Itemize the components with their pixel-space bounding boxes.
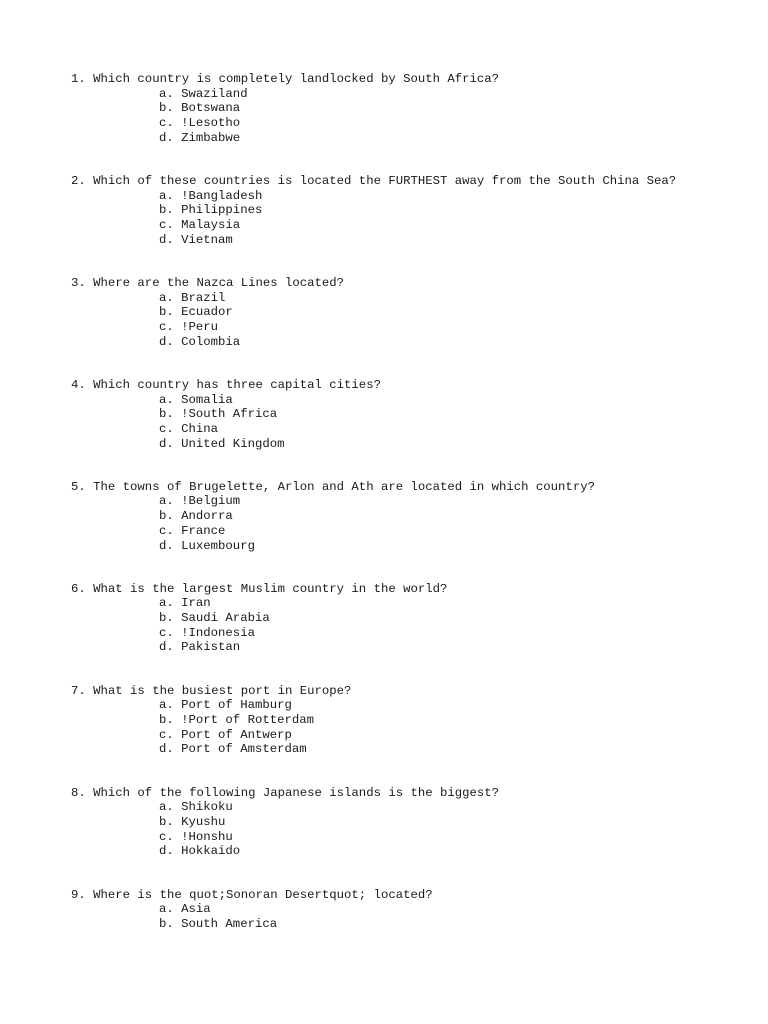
answer-option (71, 640, 751, 655)
answer-option (71, 713, 751, 728)
answer-option (71, 539, 751, 554)
option-text: Swaziland (181, 86, 248, 101)
answer-option (71, 524, 751, 539)
option-letter: b. (159, 713, 174, 727)
question-number: 9. (71, 887, 86, 902)
answer-option (71, 437, 751, 452)
question-line (71, 786, 751, 801)
option-text: Zimbabwe (181, 130, 241, 145)
question-text: Which country is completely landlocked by South Africa? (93, 72, 500, 86)
question-number: 1. (71, 72, 86, 86)
option-text: Asia (181, 902, 211, 917)
option-letter: c. (159, 319, 174, 334)
option-letter: d. (159, 436, 174, 451)
option-letter: c. (159, 218, 174, 232)
option-text: France (181, 523, 226, 538)
question-block (71, 276, 751, 349)
option-letter: c. (159, 523, 174, 538)
question-text: What is the largest Muslim country in the world? (93, 581, 448, 596)
option-letter: d. (159, 742, 174, 757)
answer-option (71, 233, 751, 248)
question-line (71, 72, 751, 87)
option-letter: b. (159, 509, 174, 524)
option-letter: c. (159, 829, 174, 844)
option-text: Port of Antwerp (181, 727, 292, 742)
answer-option (71, 305, 751, 320)
question-line (71, 582, 751, 597)
option-text: Vietnam (181, 232, 233, 247)
answer-option (71, 116, 751, 131)
answer-option (71, 335, 751, 350)
question-line (71, 174, 751, 189)
option-text: Colombia (181, 334, 241, 349)
answer-option (71, 218, 751, 233)
option-letter: d. (159, 334, 174, 349)
option-text: !Bangladesh (181, 188, 263, 203)
option-text: Port of Amsterdam (181, 742, 307, 757)
answer-option (71, 494, 751, 509)
option-text: Saudi Arabia (181, 611, 270, 626)
answer-option (71, 611, 751, 626)
option-text: Malaysia (181, 218, 241, 232)
option-text: Port of Hamburg (181, 698, 292, 713)
question-number: 5. (71, 479, 86, 494)
question-number: 6. (71, 581, 86, 596)
answer-option (71, 189, 751, 204)
option-text: China (181, 421, 219, 436)
option-letter: c. (159, 625, 174, 640)
option-letter: c. (159, 116, 174, 131)
question-block (71, 786, 751, 859)
answer-option (71, 393, 751, 408)
answer-option (71, 742, 751, 757)
option-letter: d. (159, 130, 174, 145)
question-block (71, 72, 751, 145)
option-letter: b. (159, 611, 174, 626)
answer-option (71, 596, 751, 611)
option-text: South America (181, 916, 278, 931)
option-text: Iran (181, 596, 211, 611)
question-block (71, 174, 751, 247)
answer-option (71, 320, 751, 335)
question-line (71, 888, 751, 903)
option-text: Ecuador (181, 305, 233, 320)
option-letter: a. (159, 188, 174, 203)
question-text: Where is the quot;Sonoran Desertquot; located? (93, 887, 433, 902)
option-text: Hokkaido (181, 844, 241, 859)
option-text: Kyushu (181, 814, 226, 829)
answer-option (71, 626, 751, 641)
answer-option (71, 509, 751, 524)
option-text: !Indonesia (181, 625, 255, 640)
option-letter: b. (159, 305, 174, 320)
question-block (71, 582, 751, 655)
question-number: 8. (71, 785, 86, 800)
option-letter: a. (159, 596, 174, 611)
answer-option (71, 815, 751, 830)
question-block (71, 378, 751, 451)
option-text: !South Africa (181, 407, 278, 422)
option-text: Philippines (181, 203, 263, 218)
option-text: Botswana (181, 101, 241, 116)
answer-option (71, 917, 751, 932)
option-text: United Kingdom (181, 436, 285, 451)
question-number: 4. (71, 377, 86, 392)
option-text: Brazil (181, 290, 226, 305)
option-text: !Peru (181, 319, 219, 334)
option-letter: a. (159, 800, 174, 815)
option-letter: b. (159, 814, 174, 829)
option-letter: c. (159, 421, 174, 436)
answer-option (71, 101, 751, 116)
question-number: 7. (71, 683, 86, 698)
option-text: Andorra (181, 509, 233, 524)
question-block (71, 888, 751, 932)
answer-option (71, 800, 751, 815)
option-text: Luxembourg (181, 538, 255, 553)
question-line (71, 684, 751, 699)
answer-option (71, 844, 751, 859)
answer-option (71, 422, 751, 437)
answer-option (71, 407, 751, 422)
question-number: 2. (71, 173, 86, 188)
option-letter: c. (159, 727, 174, 742)
question-text: The towns of Brugelette, Arlon and Ath are located in which country? (93, 479, 595, 494)
question-line (71, 480, 751, 495)
option-letter: b. (159, 203, 174, 218)
answer-option (71, 131, 751, 146)
option-text: !Belgium (181, 494, 241, 509)
answer-option (71, 87, 751, 102)
option-letter: a. (159, 86, 174, 101)
option-letter: a. (159, 902, 174, 917)
option-text: Shikoku (181, 800, 233, 815)
question-line (71, 378, 751, 393)
question-block (71, 480, 751, 553)
option-letter: a. (159, 698, 174, 713)
question-text: Which of these countries is located the FURTHEST away from the South China Sea? (93, 173, 677, 188)
question-text: Where are the Nazca Lines located? (93, 275, 345, 290)
option-text: Pakistan (181, 640, 241, 655)
option-letter: d. (159, 640, 174, 655)
question-text: Which country has three capital cities? (93, 377, 381, 392)
option-letter: b. (159, 407, 174, 422)
option-letter: b. (159, 101, 174, 116)
option-letter: a. (159, 494, 174, 509)
question-text: Which of the following Japanese islands is the biggest? (93, 785, 500, 800)
answer-option (71, 698, 751, 713)
option-letter: d. (159, 232, 174, 247)
option-text: Somalia (181, 392, 233, 407)
question-block (71, 684, 751, 757)
answer-option (71, 728, 751, 743)
question-line (71, 276, 751, 291)
option-letter: a. (159, 392, 174, 407)
answer-option (71, 830, 751, 845)
option-text: !Port of Rotterdam (181, 713, 314, 727)
option-letter: b. (159, 916, 174, 931)
quiz-document (71, 72, 751, 960)
question-text: What is the busiest port in Europe? (93, 683, 352, 698)
option-text: !Honshu (181, 829, 233, 844)
answer-option (71, 902, 751, 917)
option-text: !Lesotho (181, 116, 241, 131)
answer-option (71, 291, 751, 306)
question-number: 3. (71, 275, 86, 290)
option-letter: d. (159, 538, 174, 553)
option-letter: a. (159, 290, 174, 305)
answer-option (71, 203, 751, 218)
option-letter: d. (159, 844, 174, 859)
